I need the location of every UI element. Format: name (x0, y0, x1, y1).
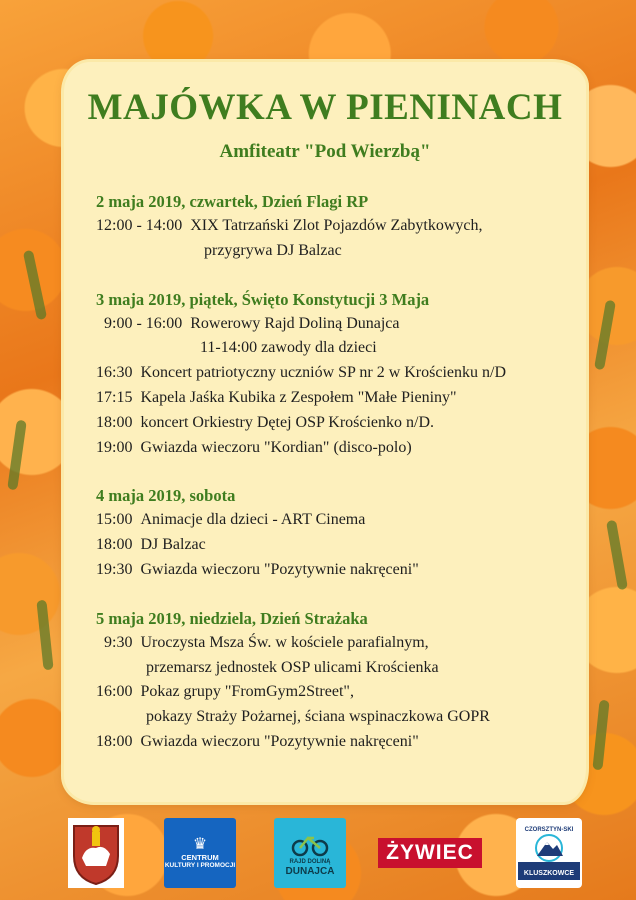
kluszkowce-logo (516, 818, 582, 888)
centrum-logo-line1: CENTRUM (181, 852, 219, 862)
day-may-3 (96, 288, 576, 461)
event-text-continued: 11-14:00 zawody dla dzieci (200, 339, 377, 357)
day-heading: 5 maja 2019, niedziela, Dzień Strażaka (96, 608, 368, 628)
event-time: 12:00 - 14:00 (96, 217, 183, 234)
centrum-logo-line2: KULTURY I PROMOCJI (164, 861, 236, 869)
tulip-leaf (606, 520, 628, 591)
poster-title: MAJÓWKA W PIENINACH (87, 87, 563, 128)
sponsor-logos (64, 818, 586, 888)
day-may-5 (96, 607, 576, 755)
event-time: 19:00 (96, 438, 133, 456)
event-time: 19:30 (96, 560, 133, 578)
event-text: Kapela Jaśka Kubika z Zespołem "Małe Pieniny" (140, 388, 457, 406)
event-text: Rowerowy Rajd Doliną Dunajca (190, 314, 400, 332)
event-text: Gwiazda wieczoru "Pozytywnie nakręceni" (140, 560, 419, 578)
coat-of-arms-icon (68, 818, 124, 888)
event-text: XIX Tatrzański Zlot Pojazdów Zabytkowych, (190, 217, 483, 234)
event-entry (96, 558, 576, 583)
event-entry (96, 436, 576, 461)
day-may-2 (96, 190, 576, 264)
bicycle-icon (290, 830, 330, 858)
event-entry (96, 533, 576, 558)
centrum-kultury-logo (164, 818, 236, 888)
event-entry (96, 312, 576, 337)
tulip-leaf (592, 700, 609, 771)
venue-subtitle: Amfiteatr "Pod Wierzbą" (219, 141, 431, 162)
rajd-dunajca-logo (274, 818, 346, 888)
event-text: Koncert patriotyczny uczniów SP nr 2 w Krościenku n/D (140, 364, 506, 382)
event-time: 18:00 (96, 732, 133, 750)
event-time: 16:30 (96, 364, 133, 382)
event-entry (96, 214, 576, 239)
event-program (96, 190, 576, 779)
event-text: Gwiazda wieczoru "Pozytywnie nakręceni" (140, 732, 419, 750)
rajd-logo-line2: DUNAJCA (285, 865, 335, 877)
event-entry (96, 386, 576, 411)
day-heading: 4 maja 2019, sobota (96, 486, 236, 506)
event-time: 16:00 (96, 683, 133, 701)
event-text: Animacje dla dzieci - ART Cinema (140, 511, 366, 529)
event-time: 18:00 (96, 413, 133, 431)
event-entry (96, 631, 576, 656)
tulip-leaf (7, 420, 27, 491)
event-text-continued: przemarsz jednostek OSP ulicami Krościenka (146, 658, 439, 676)
day-heading: 3 maja 2019, piątek, Święto Konstytucji 3 Maja (96, 289, 430, 309)
event-text-continued: przygrywa DJ Balzac (204, 241, 342, 259)
event-entry (96, 680, 576, 705)
day-heading: 2 maja 2019, czwartek, Dzień Flagi RP (96, 192, 369, 211)
event-text: koncert Orkiestry Dętej OSP Krościenko n/D. (140, 413, 435, 431)
zywiec-logo (378, 818, 482, 888)
event-time: 15:00 (96, 511, 133, 529)
event-text: Gwiazda wieczoru "Kordian" (disco-polo) (140, 438, 412, 456)
zywiec-logo-text: ŻYWIEC (386, 841, 474, 864)
tulip-leaf (594, 300, 616, 371)
event-time: 9:00 - 16:00 (104, 314, 183, 332)
event-entry (96, 411, 576, 436)
tulip-leaf (36, 600, 53, 671)
day-may-4 (96, 484, 576, 582)
kluszkowce-logo-top: CZORSZTYN-SKI (524, 827, 574, 833)
crown-icon: ♛ (192, 835, 208, 853)
coat-of-arms-logo (68, 818, 124, 888)
event-time: 17:15 (96, 388, 133, 406)
event-text: Pokaz grupy "FromGym2Street", (140, 683, 354, 701)
kluszkowce-logo-bottom: KLUSZKOWCE (523, 870, 575, 877)
rajd-logo-line1: RAJD DOLINĄ (289, 858, 331, 865)
event-time: 9:30 (104, 633, 133, 651)
event-time: 18:00 (96, 536, 133, 554)
event-entry (96, 508, 576, 533)
event-text: DJ Balzac (140, 536, 206, 554)
event-text-continued: pokazy Straży Pożarnej, ściana wspinaczkowa GOPR (146, 708, 490, 726)
tulip-leaf (23, 250, 47, 321)
event-entry (96, 730, 576, 755)
event-entry (96, 361, 576, 386)
event-text: Uroczysta Msza Św. w kościele parafialnym, (140, 633, 429, 651)
mountain-icon (529, 834, 569, 862)
